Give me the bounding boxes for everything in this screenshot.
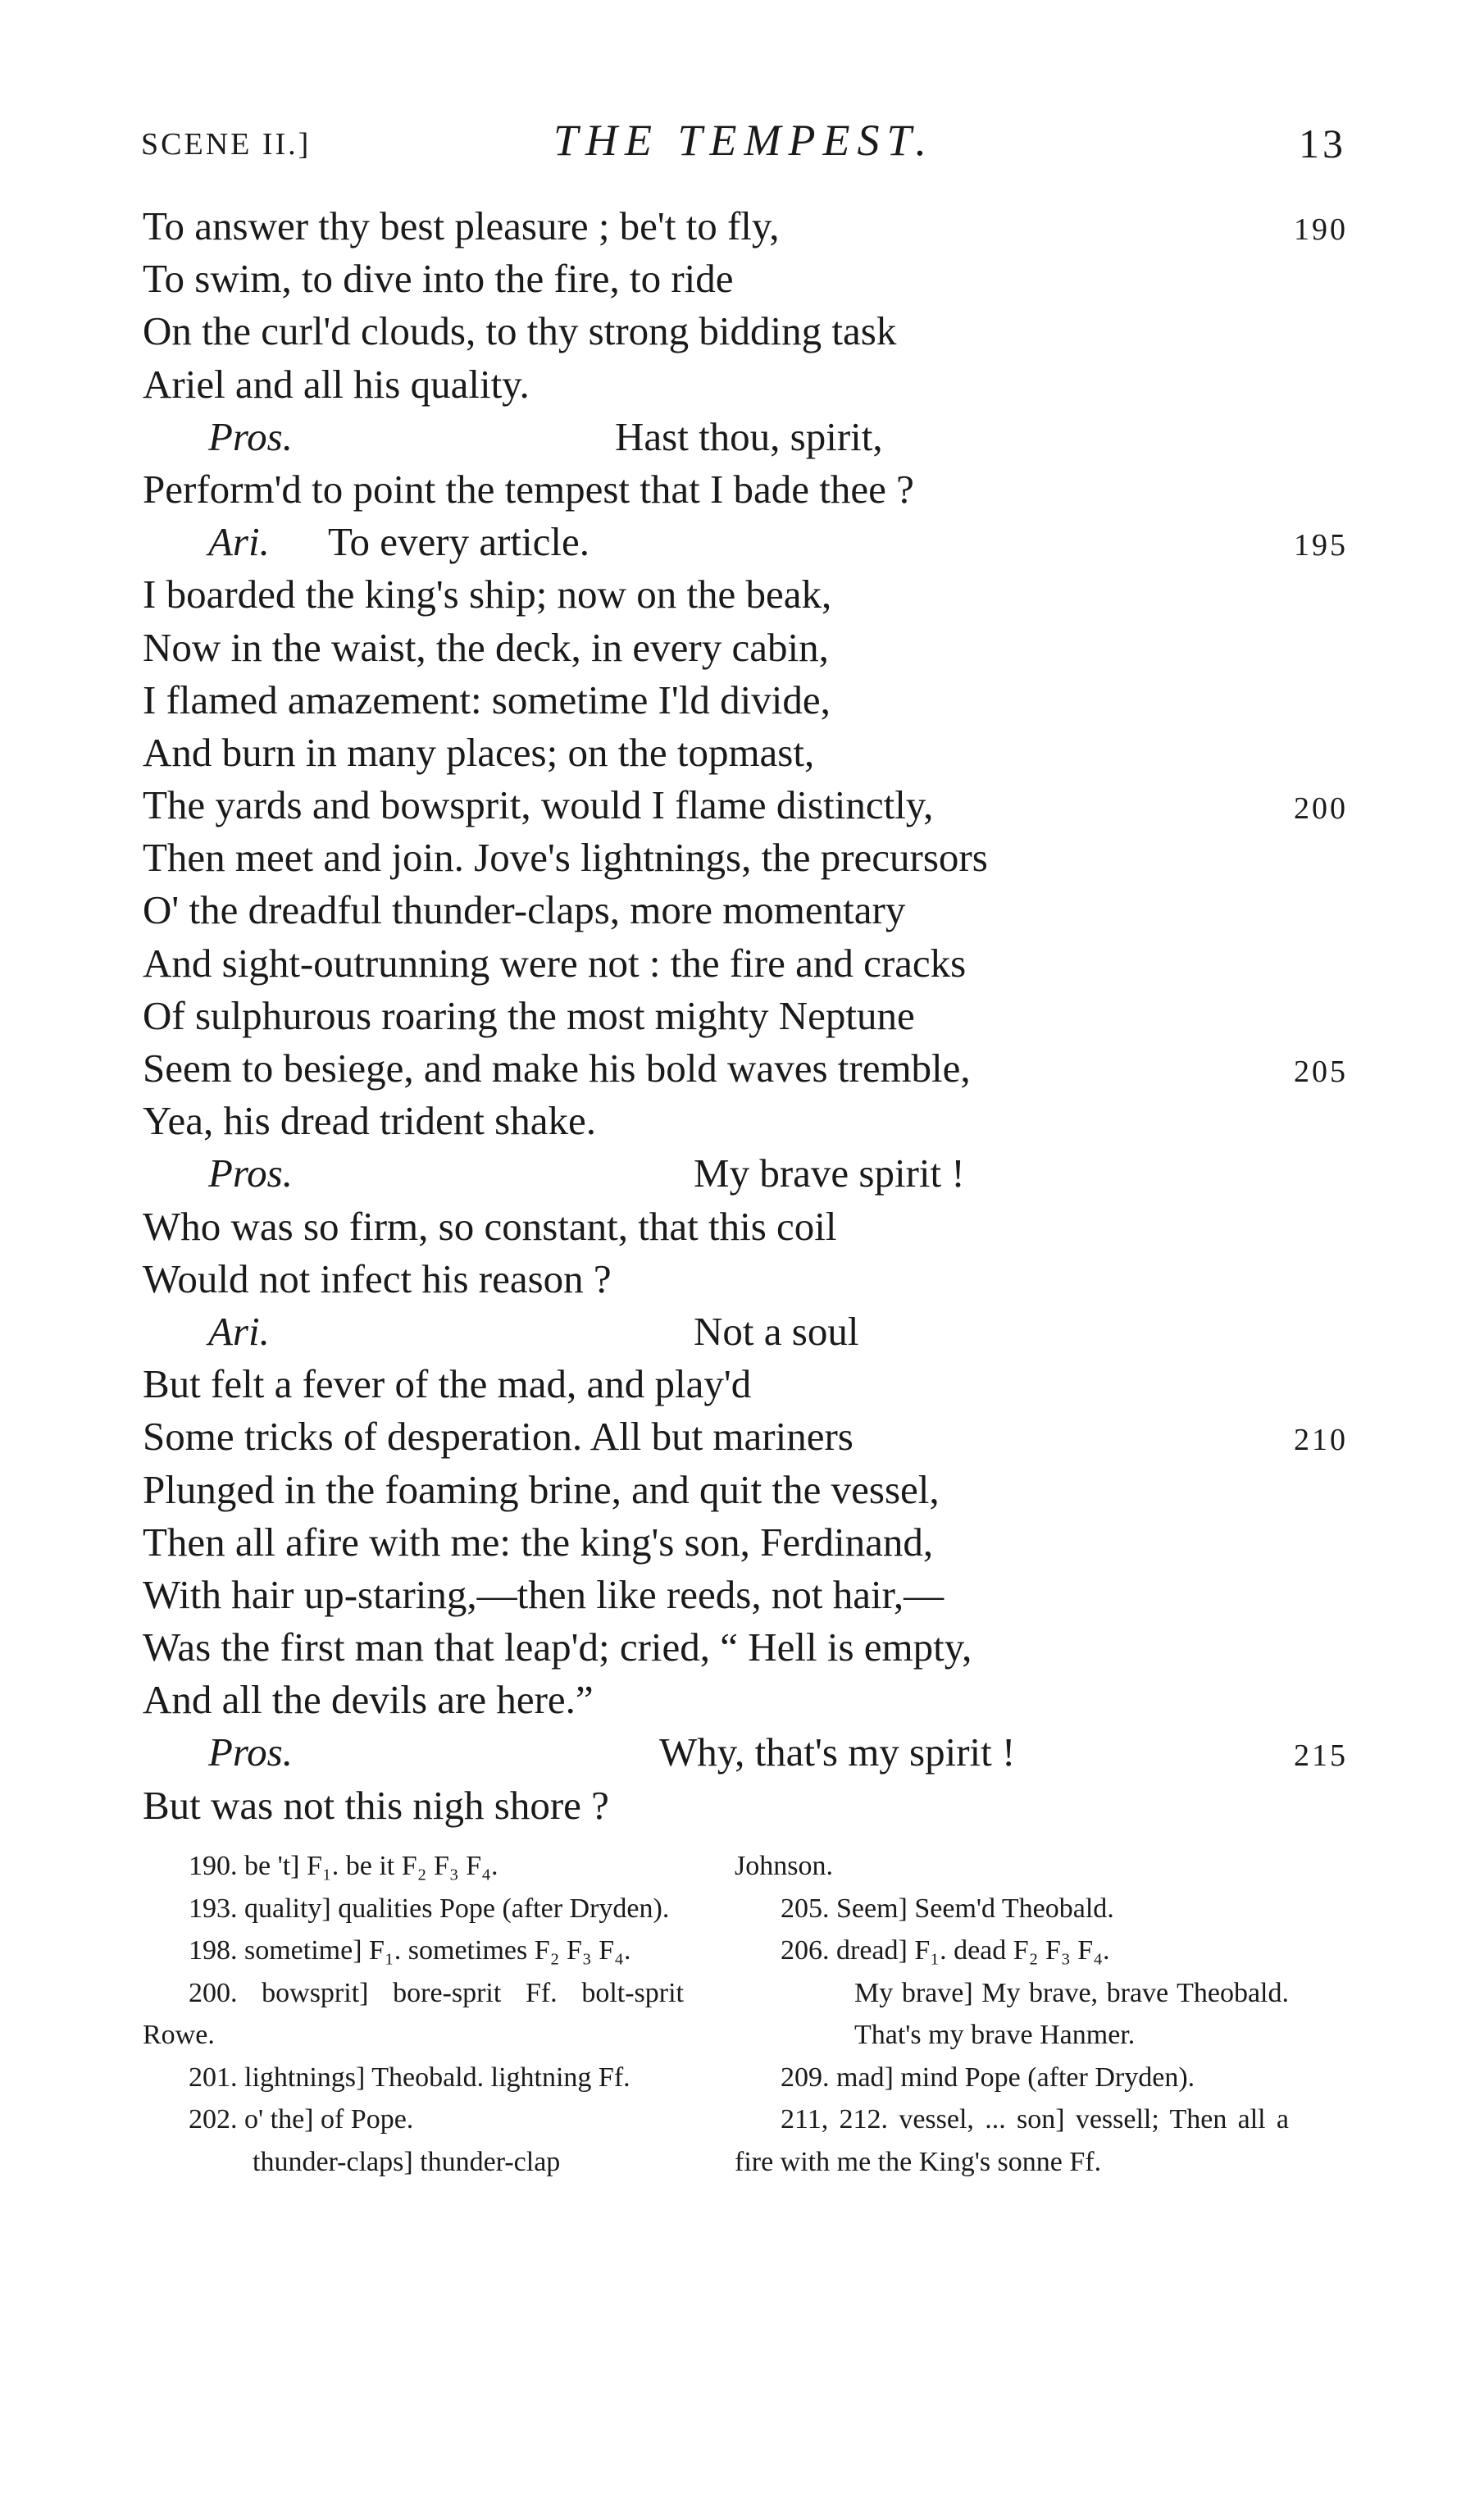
verse-line-text: Then all afire with me: the king's son, Ferdinand, bbox=[143, 1519, 934, 1565]
verse-line-text: Plunged in the foaming brine, and quit the vessel, bbox=[143, 1466, 940, 1512]
verse-line-text: Then meet and join. Jove's lightnings, the precursors bbox=[143, 835, 988, 881]
running-head bbox=[141, 115, 1346, 172]
footnote: 206. dread] F₁. dead F₂ F₃ F₄. bbox=[781, 1935, 1110, 1966]
verse-line-text: Would not infect his reason ? bbox=[143, 1255, 612, 1301]
verse-line-text: But felt a fever of the mad, and play'd bbox=[143, 1361, 752, 1407]
footnote: thunder-claps] thunder-clap bbox=[253, 2146, 561, 2177]
verse-line bbox=[143, 1253, 1348, 1305]
verse-line-text: Perform'd to point the tempest that I bade thee ? bbox=[143, 466, 914, 512]
verse-line bbox=[143, 674, 1348, 727]
verse-line bbox=[143, 253, 1348, 305]
speaker-name: Pros. bbox=[208, 1150, 294, 1196]
footnote: 190. be 't] F₁. be it F₂ F₃ F₄. bbox=[189, 1851, 498, 1881]
verse-line-text: Of sulphurous roaring the most mighty Neptune bbox=[143, 992, 915, 1038]
verse-line-text: To answer thy best pleasure ; be't to fly, bbox=[143, 203, 780, 248]
verse-line bbox=[143, 1464, 1348, 1516]
verse-line-text: Now in the waist, the deck, in every cabin, bbox=[143, 624, 829, 670]
verse-line bbox=[143, 1674, 1348, 1726]
verse-line bbox=[143, 1201, 1348, 1253]
verse-line bbox=[143, 832, 1348, 884]
verse-line-text: Why, that's my spirit ! bbox=[659, 1729, 1016, 1775]
verse-line bbox=[143, 516, 1348, 568]
verse-line-text: I boarded the king's ship; now on the beak, bbox=[143, 572, 832, 617]
line-number: 200 bbox=[1294, 791, 1348, 827]
footnote: 201. lightnings] Theobald. lightning Ff. bbox=[189, 2062, 630, 2093]
verse-text bbox=[143, 200, 1348, 1832]
verse-line-text: Ariel and all his quality. bbox=[143, 361, 530, 407]
verse-line bbox=[143, 1358, 1348, 1410]
verse-line bbox=[143, 622, 1348, 674]
verse-line-text: To every article. bbox=[328, 519, 590, 565]
verse-line-text: Who was so firm, so constant, that this coil bbox=[143, 1203, 837, 1249]
page-number: 13 bbox=[1299, 121, 1346, 166]
line-number: 205 bbox=[1294, 1055, 1348, 1089]
verse-line-text: On the curl'd clouds, to thy strong bidding task bbox=[143, 308, 897, 354]
verse-line bbox=[143, 1569, 1348, 1621]
speaker-name: Pros. bbox=[208, 413, 294, 459]
verse-line-text: And sight-outrunning were not : the fire and cracks bbox=[143, 940, 967, 986]
verse-line bbox=[143, 200, 1348, 253]
verse-line bbox=[143, 779, 1348, 832]
verse-line-text: Was the first man that leap'd; cried, “ Hell is empty, bbox=[143, 1624, 972, 1670]
line-number: 195 bbox=[1294, 528, 1348, 563]
verse-line-text: With hair up-staring,—then like reeds, not hair,— bbox=[143, 1571, 945, 1617]
speaker-name: Pros. bbox=[208, 1729, 294, 1775]
verse-line bbox=[143, 1095, 1348, 1147]
play-title: THE TEMPEST. bbox=[553, 116, 934, 165]
scene-label: SCENE II.] bbox=[141, 127, 312, 162]
verse-line bbox=[143, 568, 1348, 621]
footnote: 211, 212. vessel, ... son] vessell; Then all a fire with me the King's sonne Ff. bbox=[735, 2104, 1289, 2177]
footnotes-right-column bbox=[735, 1845, 1289, 2183]
footnotes-left-column bbox=[143, 1845, 684, 2183]
footnote: 193. quality] qualities Pope (after Dryden). bbox=[189, 1893, 670, 1924]
footnote: 205. Seem] Seem'd Theobald. bbox=[781, 1893, 1114, 1924]
verse-line-text: Yea, his dread trident shake. bbox=[143, 1098, 596, 1144]
verse-line bbox=[143, 1516, 1348, 1569]
speaker-name: Ari. bbox=[208, 1308, 270, 1354]
verse-line-text: Not a soul bbox=[694, 1308, 859, 1354]
verse-line bbox=[143, 1779, 1348, 1832]
speaker-name: Ari. bbox=[208, 519, 270, 565]
verse-line-text: I flamed amazement: sometime I'ld divide, bbox=[143, 677, 831, 722]
verse-line bbox=[143, 884, 1348, 936]
verse-line-text: And burn in many places; on the topmast, bbox=[143, 729, 815, 775]
verse-line-text: But was not this nigh shore ? bbox=[143, 1782, 609, 1828]
verse-line bbox=[143, 990, 1348, 1042]
verse-line bbox=[143, 358, 1348, 411]
verse-line bbox=[143, 1147, 1348, 1200]
line-number: 215 bbox=[1294, 1738, 1348, 1774]
verse-line-text: Some tricks of desperation. All but mariners bbox=[143, 1414, 854, 1460]
line-number: 190 bbox=[1294, 212, 1348, 247]
verse-line-text: Seem to besiege, and make his bold waves tremble, bbox=[143, 1046, 971, 1091]
line-number: 210 bbox=[1294, 1423, 1348, 1458]
verse-line bbox=[143, 411, 1348, 463]
verse-line bbox=[143, 1621, 1348, 1674]
footnote: 209. mad] mind Pope (after Dryden). bbox=[781, 2062, 1195, 2093]
verse-line bbox=[143, 1726, 1348, 1779]
verse-line-text: The yards and bowsprit, would I flame distinctly, bbox=[143, 782, 934, 828]
verse-line-text: O' the dreadful thunder-claps, more momentary bbox=[143, 887, 906, 933]
verse-line bbox=[143, 1042, 1348, 1095]
footnote: 200. bowsprit] bore-sprit Ff. bolt-sprit Rowe. bbox=[143, 1977, 684, 2050]
footnote: 202. o' the] of Pope. bbox=[189, 2104, 414, 2135]
verse-line bbox=[143, 727, 1348, 779]
verse-line bbox=[143, 1305, 1348, 1358]
verse-line-text: My brave spirit ! bbox=[694, 1150, 965, 1196]
verse-line-text: Hast thou, spirit, bbox=[615, 413, 883, 459]
verse-line-text: And all the devils are here.” bbox=[143, 1677, 594, 1723]
verse-line bbox=[143, 463, 1348, 516]
footnote: Johnson. bbox=[735, 1851, 833, 1881]
verse-line bbox=[143, 305, 1348, 358]
verse-line-text: To swim, to dive into the fire, to ride bbox=[143, 256, 734, 302]
footnote: My brave] My brave, brave Theobald. That's my brave Hanmer. bbox=[854, 1977, 1289, 2050]
footnote: 198. sometime] F₁. sometimes F₂ F₃ F₄. bbox=[189, 1935, 631, 1966]
verse-line bbox=[143, 1410, 1348, 1463]
verse-line bbox=[143, 937, 1348, 990]
